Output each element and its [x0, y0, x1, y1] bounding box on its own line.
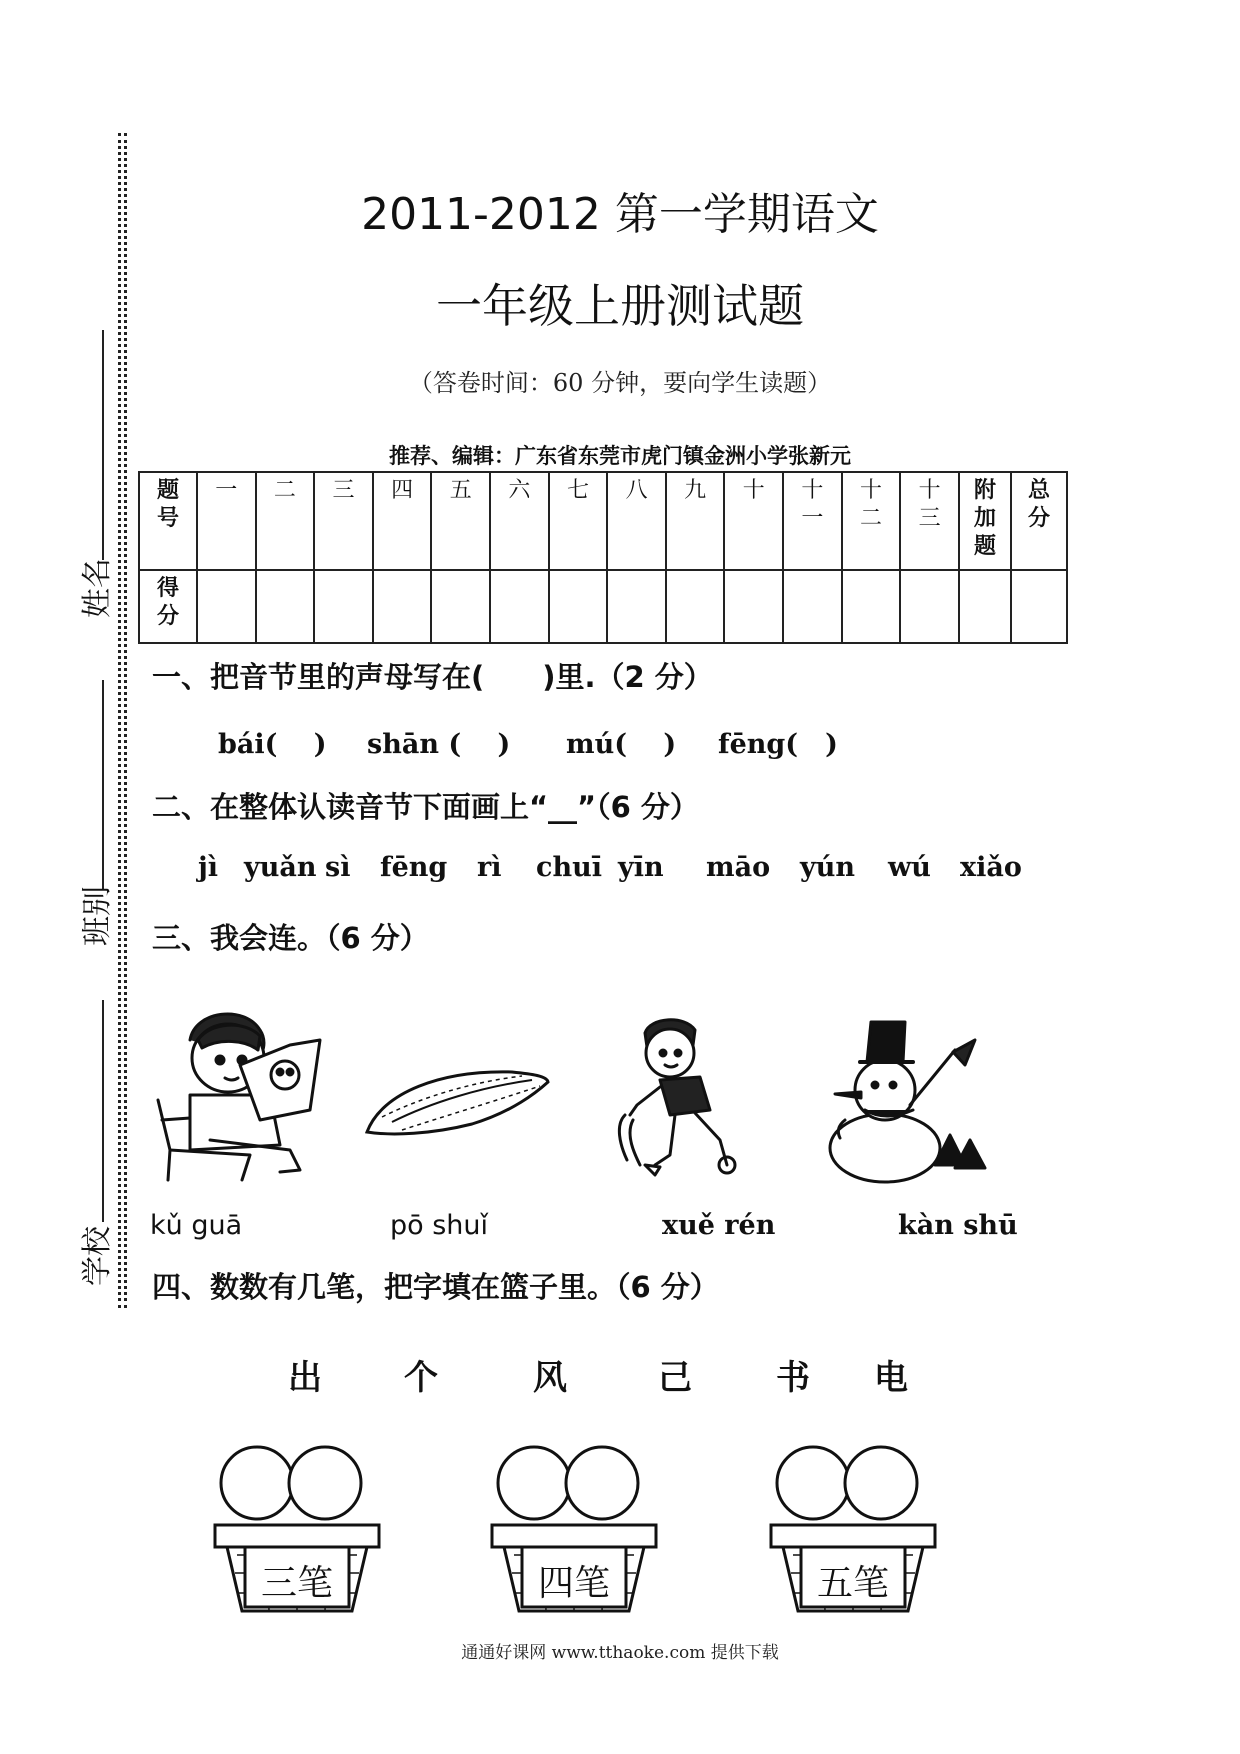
col-header: 三 [314, 472, 373, 570]
col-header: 十三 [900, 472, 959, 570]
q1-item[interactable]: mú( ) [566, 729, 677, 760]
exam-time-note: （答卷时间：60 分钟，要向学生读题） [408, 369, 832, 397]
col-header: 十一 [783, 472, 842, 570]
row-label-number: 题号 [139, 472, 197, 570]
col-header: 九 [666, 472, 725, 570]
question-4-title: 四、数数有几笔，把字填在篮子里。（6 分） [152, 1270, 719, 1304]
col-header: 七 [549, 472, 608, 570]
basket-five-strokes[interactable] [763, 1443, 943, 1613]
q4-char[interactable]: 出 [288, 1358, 322, 1398]
q1-item[interactable]: bái( ) [218, 729, 327, 760]
boy-splashing-image[interactable] [615, 1015, 745, 1180]
basket-four-strokes[interactable] [484, 1443, 664, 1613]
bitter-melon-image[interactable] [362, 1062, 552, 1142]
col-header: 六 [490, 472, 549, 570]
col-header: 十二 [842, 472, 901, 570]
class-field-line[interactable] [102, 680, 104, 890]
q2-syllable[interactable]: yuǎn [244, 852, 317, 883]
boy-reading-image[interactable] [150, 1000, 340, 1185]
score-cell[interactable] [842, 570, 901, 643]
q1-item[interactable]: shān ( ) [367, 729, 511, 760]
q1-item[interactable]: fēng( ) [718, 729, 838, 760]
col-header: 二 [256, 472, 315, 570]
q4-char[interactable]: 电 [874, 1358, 908, 1398]
q2-syllable[interactable]: yīn [618, 852, 664, 883]
score-table [138, 471, 1068, 644]
q2-syllable[interactable]: fēng [380, 852, 448, 883]
score-cell[interactable] [373, 570, 432, 643]
score-cell[interactable] [256, 570, 315, 643]
score-cell[interactable] [724, 570, 783, 643]
col-header-total: 总分 [1011, 472, 1067, 570]
col-header: 五 [431, 472, 490, 570]
basket-label: 五笔 [816, 1563, 889, 1604]
name-label: 姓名 [80, 558, 115, 618]
score-cell[interactable] [783, 570, 842, 643]
score-cell[interactable] [197, 570, 256, 643]
q2-syllable[interactable]: māo [706, 852, 771, 883]
score-cell[interactable] [900, 570, 959, 643]
col-header: 一 [197, 472, 256, 570]
score-cell[interactable] [549, 570, 608, 643]
q4-char[interactable]: 己 [658, 1358, 692, 1398]
q3-word[interactable]: xuě rén [662, 1210, 776, 1241]
q2-syllable[interactable]: sì [325, 852, 351, 883]
q3-word[interactable]: kàn shū [898, 1210, 1018, 1241]
score-cell[interactable] [1011, 570, 1067, 643]
score-cell[interactable] [431, 570, 490, 643]
col-header: 八 [607, 472, 666, 570]
school-field-line[interactable] [102, 1000, 104, 1222]
score-cell[interactable] [607, 570, 666, 643]
school-label: 学校 [80, 1226, 115, 1286]
score-cell[interactable] [666, 570, 725, 643]
q2-syllable[interactable]: rì [477, 852, 502, 883]
col-header: 四 [373, 472, 432, 570]
q4-char[interactable]: 个 [404, 1358, 438, 1398]
page-subtitle: 一年级上册测试题 [436, 279, 804, 333]
footer-credit: 通通好课网 www.tthaoke.com 提供下载 [461, 1643, 779, 1663]
basket-label: 四笔 [537, 1563, 610, 1604]
class-label: 班别 [80, 886, 115, 946]
q2-syllable[interactable]: jì [198, 852, 219, 883]
page-title: 2011-2012 第一学期语文 [361, 189, 879, 240]
q2-syllable[interactable]: yún [800, 852, 855, 883]
snowman-image[interactable] [805, 1010, 990, 1185]
score-cell[interactable] [314, 570, 373, 643]
q2-syllable[interactable]: xiǎo [960, 852, 1022, 883]
score-cell[interactable] [959, 570, 1011, 643]
col-header: 十 [724, 472, 783, 570]
basket-three-strokes[interactable] [207, 1443, 387, 1613]
q3-word[interactable]: kǔ guā [150, 1210, 243, 1241]
question-2-title: 二、在整体认读音节下面画上“__”（6 分） [152, 790, 699, 824]
col-header-bonus: 附加题 [959, 472, 1011, 570]
question-1-title: 一、把音节里的声母写在( )里.（2 分） [152, 660, 713, 694]
q3-word[interactable]: pō shuǐ [390, 1210, 489, 1241]
row-label-score: 得分 [139, 570, 197, 643]
q2-syllable[interactable]: chuī [536, 852, 602, 883]
basket-label: 三笔 [260, 1563, 333, 1604]
q4-char[interactable]: 书 [776, 1358, 810, 1398]
question-3-title: 三、我会连。（6 分） [152, 921, 429, 955]
q4-char[interactable]: 风 [533, 1358, 567, 1398]
score-cell[interactable] [490, 570, 549, 643]
editor-credit: 推荐、编辑：广东省东莞市虎门镇金洲小学张新元 [389, 444, 851, 468]
q2-syllable[interactable]: wú [888, 852, 931, 883]
